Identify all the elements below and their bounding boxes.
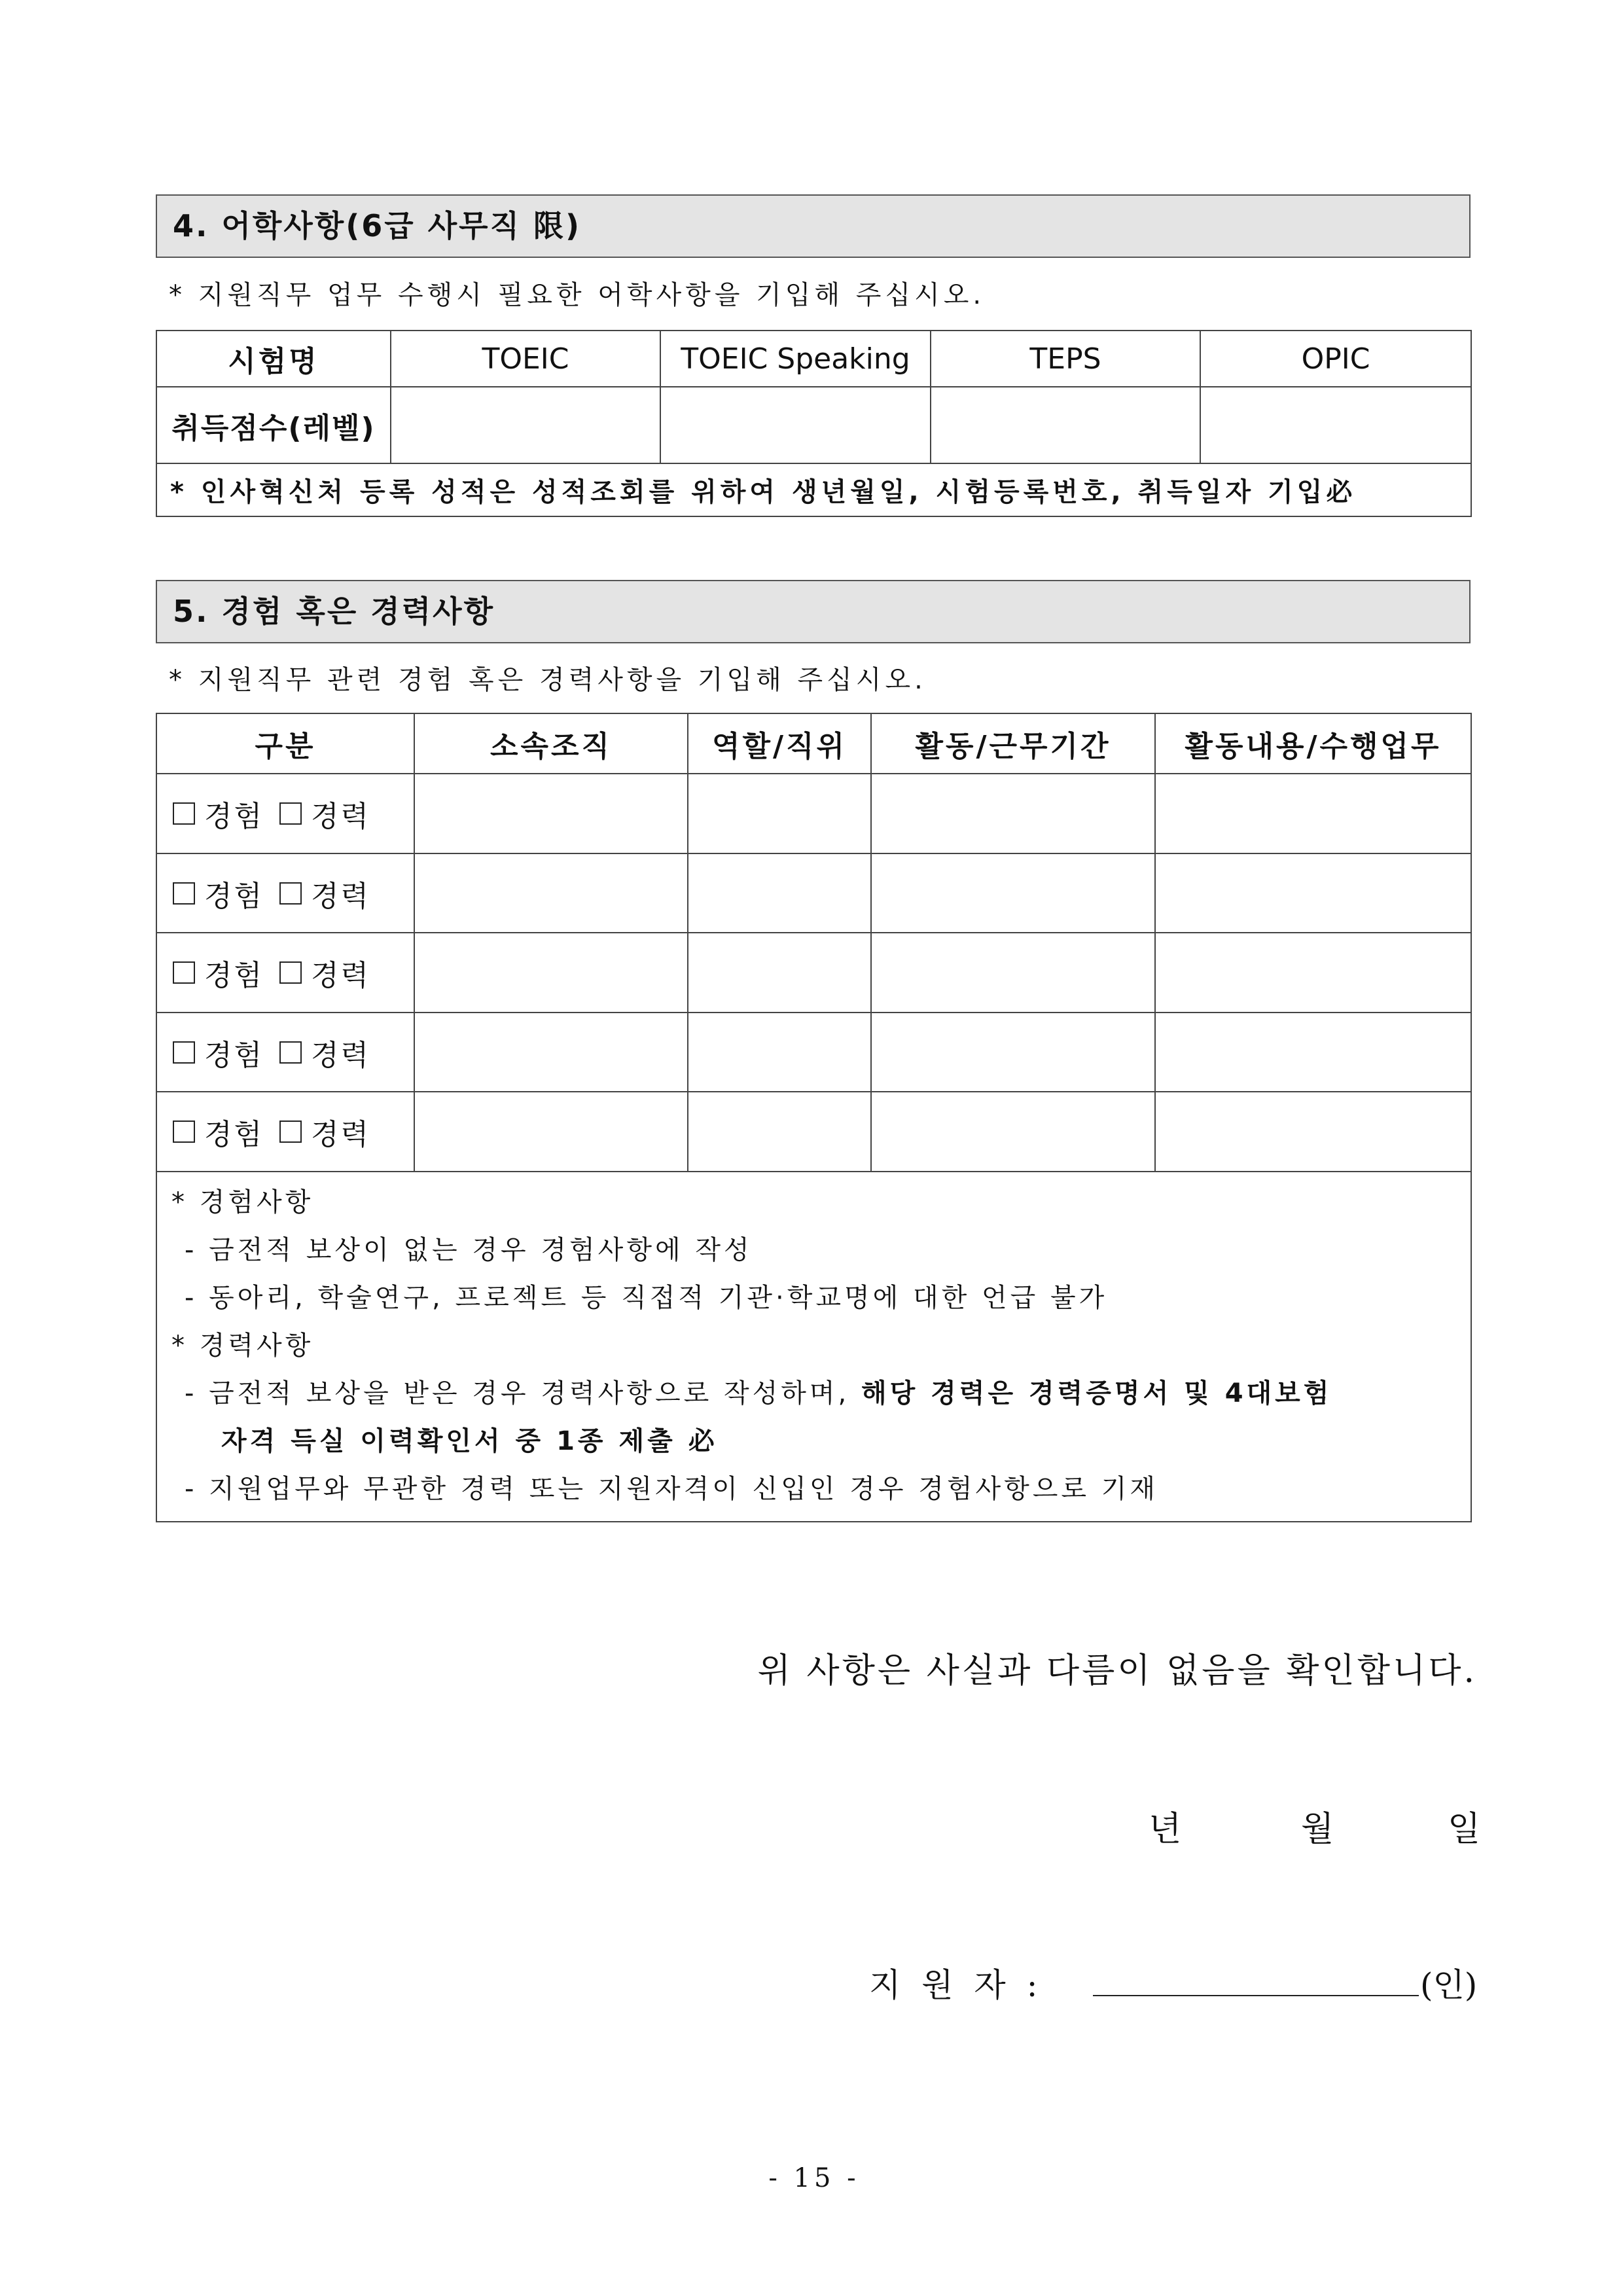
experience-option-label: 경험 xyxy=(204,879,264,913)
period-field[interactable] xyxy=(871,774,1155,853)
checkbox-experience[interactable] xyxy=(173,882,195,905)
organization-field[interactable] xyxy=(414,1013,688,1092)
header-category: 구분 xyxy=(156,713,414,774)
language-score-row xyxy=(156,387,1471,463)
experience-option[interactable] xyxy=(173,793,264,834)
category-cell xyxy=(156,774,414,853)
applicant-label: 지 원 자 : xyxy=(869,1966,1043,2004)
checkbox-experience[interactable] xyxy=(173,1121,195,1143)
experience-heading: * 경험사항 xyxy=(171,1187,314,1217)
experience-option-label: 경험 xyxy=(204,800,264,833)
activities-field[interactable] xyxy=(1155,774,1471,853)
category-cell xyxy=(156,1013,414,1092)
experience-option[interactable] xyxy=(173,1111,264,1153)
header-toeic: TOEIC xyxy=(391,331,660,387)
teps-score-field[interactable] xyxy=(931,387,1200,463)
career-note-bold: 해당 경력은 경력증명서 및 4대보험 xyxy=(861,1378,1332,1408)
career-option-label: 경력 xyxy=(311,879,371,913)
section4-header xyxy=(156,194,1471,258)
experience-notes-row xyxy=(156,1172,1471,1522)
table-row xyxy=(156,1013,1471,1092)
language-footnote: * 인사혁신처 등록 성적은 성적조회를 위하여 생년월일, 시험등록번호, 취득일자 기입必 xyxy=(156,463,1471,516)
language-table-header-row xyxy=(156,331,1471,387)
table-row xyxy=(156,853,1471,933)
header-period: 활동/근무기간 xyxy=(871,713,1155,774)
organization-field[interactable] xyxy=(414,933,688,1013)
career-note-item: - 지원업무와 무관한 경력 또는 지원자격이 신입인 경우 경험사항으로 기재 xyxy=(185,1474,1159,1504)
role-field[interactable] xyxy=(688,853,871,933)
checkbox-career[interactable] xyxy=(279,882,302,905)
checkbox-career[interactable] xyxy=(279,1041,302,1064)
language-footnote-row xyxy=(156,463,1471,516)
section4-instruction: * 지원직무 업무 수행시 필요한 어학사항을 기입해 주십시오. xyxy=(169,280,986,310)
header-organization: 소속조직 xyxy=(414,713,688,774)
role-field[interactable] xyxy=(688,1092,871,1172)
toeic-score-field[interactable] xyxy=(391,387,660,463)
activities-field[interactable] xyxy=(1155,1013,1471,1092)
experience-option-label: 경험 xyxy=(204,1038,264,1072)
role-field[interactable] xyxy=(688,774,871,853)
organization-field[interactable] xyxy=(414,774,688,853)
organization-field[interactable] xyxy=(414,853,688,933)
career-option-label: 경력 xyxy=(311,1038,371,1072)
header-teps: TEPS xyxy=(931,331,1200,387)
checkbox-career[interactable] xyxy=(279,961,302,984)
seal-mark: (인) xyxy=(1420,1966,1478,2004)
experience-note-item: - 금전적 보상이 없는 경우 경험사항에 작성 xyxy=(185,1235,753,1265)
activities-field[interactable] xyxy=(1155,853,1471,933)
career-heading: * 경력사항 xyxy=(171,1331,314,1361)
role-field[interactable] xyxy=(688,1013,871,1092)
category-cell xyxy=(156,933,414,1013)
period-field[interactable] xyxy=(871,1013,1155,1092)
career-option[interactable] xyxy=(279,793,370,834)
career-option-label: 경력 xyxy=(311,959,371,992)
date-month-label: 월 xyxy=(1301,1810,1334,1849)
experience-option-label: 경험 xyxy=(204,1118,264,1151)
header-opic: OPIC xyxy=(1200,331,1471,387)
period-field[interactable] xyxy=(871,853,1155,933)
experience-table-header-row xyxy=(156,713,1471,774)
role-field[interactable] xyxy=(688,933,871,1013)
opic-score-field[interactable] xyxy=(1200,387,1471,463)
experience-option[interactable] xyxy=(173,872,264,914)
section5-instruction: * 지원직무 관련 경험 혹은 경력사항을 기입해 주십시오. xyxy=(169,665,927,695)
table-row xyxy=(156,774,1471,853)
table-row xyxy=(156,933,1471,1013)
career-option[interactable] xyxy=(279,872,370,914)
section5-title: 5. 경험 혹은 경력사항 xyxy=(173,594,495,629)
checkbox-experience[interactable] xyxy=(173,1041,195,1064)
experience-notes xyxy=(156,1172,1471,1522)
checkbox-career[interactable] xyxy=(279,1121,302,1143)
activities-field[interactable] xyxy=(1155,933,1471,1013)
activities-field[interactable] xyxy=(1155,1092,1471,1172)
career-option[interactable] xyxy=(279,1031,370,1073)
language-table xyxy=(156,330,1472,517)
date-year-label: 년 xyxy=(1149,1810,1182,1849)
organization-field[interactable] xyxy=(414,1092,688,1172)
period-field[interactable] xyxy=(871,933,1155,1013)
date-day-label: 일 xyxy=(1448,1810,1481,1849)
experience-option[interactable] xyxy=(173,1031,264,1073)
applicant-signature-line[interactable] xyxy=(1093,1995,1419,1996)
header-activities: 활동내용/수행업무 xyxy=(1155,713,1471,774)
toeic-speaking-score-field[interactable] xyxy=(660,387,931,463)
career-note-bold-continued: 자격 득실 이력확인서 중 1종 제출 必 xyxy=(221,1426,718,1456)
section4-title: 4. 어학사항(6급 사무직 限) xyxy=(173,208,582,243)
career-note-item xyxy=(157,1370,1471,1418)
career-option-label: 경력 xyxy=(311,800,371,833)
score-row-label: 취득점수(레벨) xyxy=(156,387,391,463)
page-number: - 15 - xyxy=(768,2163,860,2193)
career-note-plain: - 금전적 보상을 받은 경우 경력사항으로 작성하며, xyxy=(185,1378,861,1408)
header-role: 역할/직위 xyxy=(688,713,871,774)
experience-option-label: 경험 xyxy=(204,959,264,992)
career-option[interactable] xyxy=(279,1111,370,1153)
checkbox-experience[interactable] xyxy=(173,802,195,825)
checkbox-career[interactable] xyxy=(279,802,302,825)
experience-option[interactable] xyxy=(173,952,264,994)
category-cell xyxy=(156,1092,414,1172)
checkbox-experience[interactable] xyxy=(173,961,195,984)
section5-header xyxy=(156,580,1471,643)
experience-note-item: - 동아리, 학술연구, 프로젝트 등 직접적 기관·학교명에 대한 언급 불가 xyxy=(185,1283,1108,1313)
confirmation-statement: 위 사항은 사실과 다름이 없음을 확인합니다. xyxy=(757,1651,1477,1691)
career-option[interactable] xyxy=(279,952,370,994)
table-row xyxy=(156,1092,1471,1172)
category-cell xyxy=(156,853,414,933)
header-test-name: 시험명 xyxy=(156,331,391,387)
experience-table xyxy=(156,713,1472,1522)
period-field[interactable] xyxy=(871,1092,1155,1172)
header-toeic-speaking: TOEIC Speaking xyxy=(660,331,931,387)
career-option-label: 경력 xyxy=(311,1118,371,1151)
